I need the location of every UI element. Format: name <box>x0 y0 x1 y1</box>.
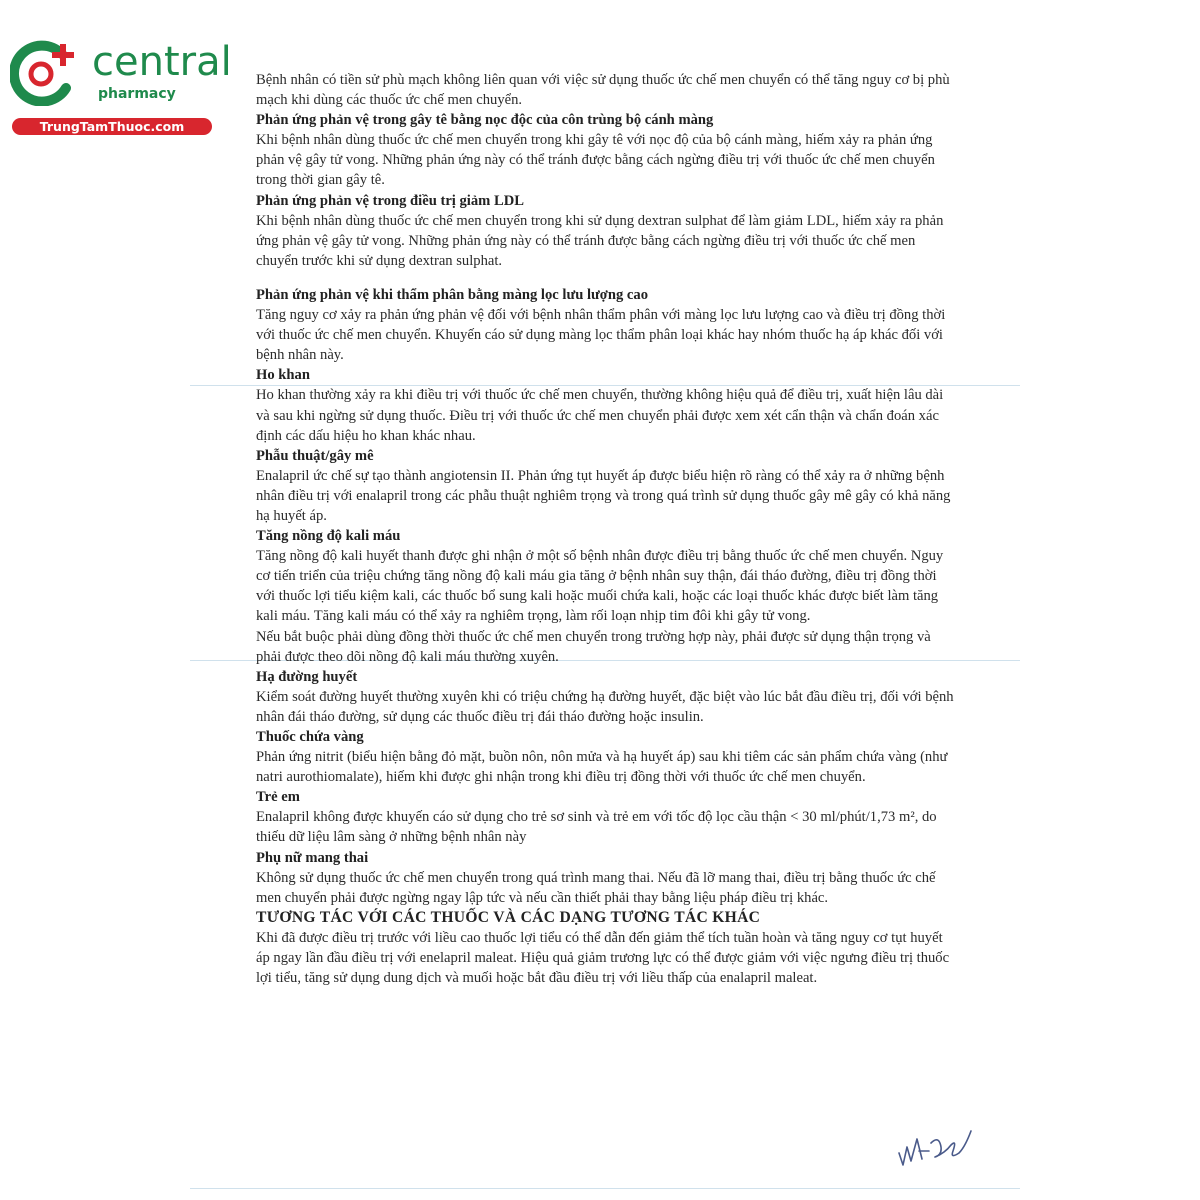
section-heading: Hạ đường huyết <box>256 668 358 685</box>
document-body <box>256 70 956 988</box>
section-heading: Phản ứng phản vệ khi thẩm phân bằng màng lọc lưu lượng cao <box>256 286 649 303</box>
section-heading: Phẫu thuật/gây mê <box>256 447 374 464</box>
section-heading: Thuốc chứa vàng <box>256 729 364 745</box>
section-heading: Phản ứng phản vệ trong điều trị giảm LDL <box>256 192 524 209</box>
brand-subtitle: pharmacy <box>98 86 176 102</box>
section-paragraph: Enalapril không được khuyến cáo sử dụng cho trẻ sơ sinh và trẻ em với tốc độ lọc cầu thận < 30 ml/phút/1,73 m², do thiếu dữ liệu lâm sàng ở những bệnh nhân này <box>256 809 937 846</box>
central-pharmacy-logo[interactable] <box>10 38 232 138</box>
major-section-paragraph: Khi đã được điều trị trước với liều cao thuốc lợi tiểu có thể dẫn đến giảm thể tích tuần hoàn và tăng nguy cơ tụt huyết áp ngay lần đầu điều trị với enelapril maleat. Hiệu quả giảm trương lực có thể được giảm với việc ngưng điều trị thuốc lợi tiểu, tăng sử dụng dung dịch và muối hoặc bắt đầu điều trị với liều thấp của enalapril maleat. <box>256 929 950 987</box>
handwritten-signature <box>895 1125 975 1170</box>
section-heading: Tăng nồng độ kali máu <box>256 528 401 545</box>
central-pharmacy-logo-icon <box>10 40 80 106</box>
section-paragraph: Tăng nguy cơ xảy ra phản ứng phản vệ đối với bệnh nhân thẩm phân với màng lọc lưu lượng cao và điều trị đồng thời với thuốc ức chế men chuyển. Khuyến cáo sử dụng màng lọc thẩm phân loại khác hay nhóm thuốc hạ áp khác đối với bệnh nhân này. <box>256 307 946 364</box>
section-heading: Phụ nữ mang thai <box>256 849 369 866</box>
section-paragraph: Tăng nồng độ kali huyết thanh được ghi nhận ở một số bệnh nhân được điều trị bằng thuốc ức chế men chuyển. Nguy cơ tiến triển của triệu chứng tăng nồng độ kali máu gia tăng ở bệnh nhân suy thận, đái tháo đường, điều trị đồng thời với thuốc lợi tiểu kiệm kali, các thuốc bổ sung kali hoặc muối chứa kali, hoặc các loại thuốc khác được biết làm tăng kali máu. Tăng kali máu có thể xảy ra nghiêm trọng, làm rối loạn nhịp tim đôi khi gây tử vong. <box>256 548 944 625</box>
section-heading: Trẻ em <box>256 789 300 806</box>
section-paragraph: Phản ứng nitrit (biểu hiện bằng đỏ mặt, buồn nôn, nôn mửa và hạ huyết áp) sau khi tiêm các sản phẩm chứa vàng (như natri aurothiomalate), hiếm khi được ghi nhận trong khi điều trị đồng thời với thuốc ức chế men chuyển. <box>256 749 948 786</box>
intro-paragraph: Bệnh nhân có tiền sử phù mạch không liên quan với việc sử dụng thuốc ức chế men chuyển có thể tăng nguy cơ bị phù mạch khi dùng các thuốc ức chế men chuyển. <box>256 72 950 109</box>
section-paragraph: Kiểm soát đường huyết thường xuyên khi có triệu chứng hạ đường huyết, đặc biệt vào lúc bắt đầu điều trị, đối với bệnh nhân đái tháo đường, sử dụng các thuốc điều trị đái tháo đường hoặc insulin. <box>256 688 954 725</box>
major-section-heading: TƯƠNG TÁC VỚI CÁC THUỐC VÀ CÁC DẠNG TƯƠNG TÁC KHÁC <box>256 908 761 926</box>
section-heading: Phản ứng phản vệ trong gây tê bằng nọc độc của côn trùng bộ cánh màng <box>256 112 714 129</box>
section-heading: Ho khan <box>256 367 310 384</box>
site-url-badge[interactable]: TrungTamThuoc.com <box>12 118 212 135</box>
section-paragraph: Khi bệnh nhân dùng thuốc ức chế men chuyển trong khi sử dụng dextran sulphat để làm giảm LDL, hiếm xảy ra phản ứng phản vệ gây tử vong. Những phản ứng này có thể tránh được bằng cách ngừng điều trị với thuốc ức chế men chuyển trước khi sử dụng dextran sulphat. <box>256 212 944 269</box>
section-paragraph: Nếu bắt buộc phải dùng đồng thời thuốc ức chế men chuyển trong trường hợp này, phải được sử dụng thận trọng và phải được theo dõi nồng độ kali máu thường xuyên. <box>256 628 931 665</box>
brand-name: central <box>92 39 232 85</box>
section-paragraph: Khi bệnh nhân dùng thuốc ức chế men chuyển trong khi gây tê với nọc độ của bộ cánh màng, hiếm xảy ra phản ứng phản vệ gây tử vong. Những phản ứng này có thể tránh được bằng cách ngừng điều trị với thuốc ức chế men chuyển trong thời gian gây tê. <box>256 132 935 189</box>
section-paragraph: Ho khan thường xảy ra khi điều trị với thuốc ức chế men chuyển, thường không hiệu quả để điều trị, xuất hiện lâu dài và sau khi ngừng sử dụng thuốc. Điều trị với thuốc ức chế men chuyển phải được xem xét cẩn thận và chẩn đoán xác định các dấu hiệu ho khan khác nhau. <box>256 387 944 444</box>
scan-artifact-line <box>190 1188 1020 1189</box>
paragraph-gap <box>256 271 956 285</box>
section-paragraph: Enalapril ức chế sự tạo thành angiotensin II. Phản ứng tụt huyết áp được biểu hiện rõ ràng có thể xảy ra ở những bệnh nhân điều trị với enalapril trong các phẫu thuật nghiêm trọng và trong quá trình sử dụng thuốc gây mê gây có khả năng hạ huyết áp. <box>256 467 951 524</box>
section-paragraph: Không sử dụng thuốc ức chế men chuyển trong quá trình mang thai. Nếu đã lỡ mang thai, điều trị bằng thuốc ức chế men chuyển phải được ngừng ngay lập tức và nếu cần thiết phải thay bằng liệu pháp điều trị khác. <box>256 869 936 906</box>
